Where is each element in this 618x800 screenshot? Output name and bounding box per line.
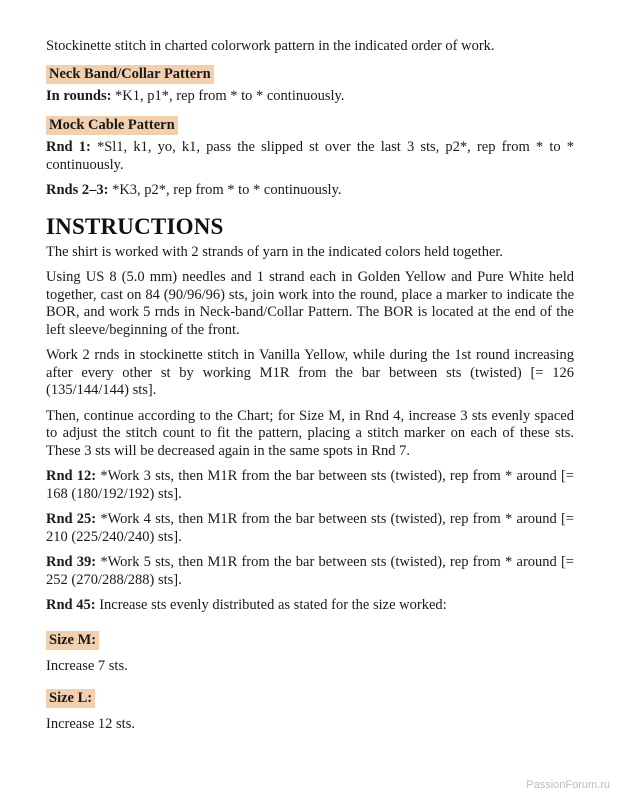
row-text: Increase sts evenly distributed as stated for the size worked: xyxy=(95,597,447,613)
watermark: PassionForum.ru xyxy=(526,778,610,791)
row-text: *Work 5 sts, then M1R from the bar between sts (twisted), rep from * around [= 252 (270/288/288) sts]. xyxy=(46,554,574,588)
instructions-paragraph: The shirt is worked with 2 strands of yarn in the indicated colors held together. xyxy=(46,243,504,260)
row-label: Rnd 12: xyxy=(46,468,97,484)
rnd-39 xyxy=(46,554,574,589)
instructions-paragraph: Work 2 rnds in stockinette stitch in Vanilla Yellow, while during the 1st round increasing after every other st by working M1R from the bar between sts (twisted) [= 126 (135/144/144) sts]. xyxy=(46,347,574,398)
intro-text: Stockinette stitch in charted colorwork pattern in the indicated order of work. xyxy=(46,38,495,54)
row-text: *Work 4 sts, then M1R from the bar between sts (twisted), rep from * around [= 210 (225/240/240) sts]. xyxy=(46,511,574,545)
row-text: *K1, p1*, rep from * to * continuously. xyxy=(111,87,345,104)
instructions-paragraph: Then, continue according to the Chart; for Size M, in Rnd 4, increase 3 sts evenly spaced to adjust the stitch count to fit the pattern, placing a stitch marker on each of these sts. These 3 sts will be decreased again in the same spots in Rnd 7. xyxy=(46,407,574,459)
neck-band-heading: Neck Band/Collar Pattern xyxy=(46,65,214,84)
rnd-25 xyxy=(46,511,574,546)
mock-cable-section xyxy=(46,116,574,200)
row-label: Rnd 45: xyxy=(46,597,96,613)
size-m-text: Increase 7 sts. xyxy=(46,657,128,674)
size-l-heading: Size L: xyxy=(46,689,95,708)
neck-band-row xyxy=(46,88,574,106)
row-label: Rnd 39: xyxy=(46,554,97,570)
neck-band-section xyxy=(46,65,574,106)
mock-cable-rnds-2-3 xyxy=(46,182,574,200)
row-text: *Work 3 sts, then M1R from the bar between sts (twisted), rep from * around [= 168 (180/192/192) sts]. xyxy=(46,468,574,502)
rnd-12 xyxy=(46,468,574,503)
rnd-45 xyxy=(46,597,574,615)
size-l-section xyxy=(46,689,574,734)
instructions-heading: INSTRUCTIONS xyxy=(46,213,224,239)
mock-cable-rnd-1 xyxy=(46,139,574,174)
row-label: Rnd 1: xyxy=(46,139,91,155)
size-l-text: Increase 12 sts. xyxy=(46,716,135,732)
size-m-heading: Size M: xyxy=(46,631,99,650)
size-m-section xyxy=(46,631,574,676)
row-text: *K3, p2*, rep from * to * continuously. xyxy=(108,182,342,198)
row-text: *Sl1, k1, yo, k1, pass the slipped st over the last 3 sts, p2*, rep from * to * continuously. xyxy=(46,139,574,173)
row-label: Rnd 25: xyxy=(46,511,97,527)
instructions-paragraph: Using US 8 (5.0 mm) needles and 1 strand each in Golden Yellow and Pure White held together, cast on 84 (90/96/96) sts, join work into the round, place a marker to indicate the BOR, and work 5 rnds in Neck-band/Collar Pattern. The BOR is located at the end of the left sleeve/beginning of the front. xyxy=(46,269,574,338)
row-label: Rnds 2–3: xyxy=(46,182,109,198)
document-page xyxy=(46,38,574,734)
mock-cable-heading: Mock Cable Pattern xyxy=(46,116,178,135)
row-label: In rounds: xyxy=(46,87,112,104)
